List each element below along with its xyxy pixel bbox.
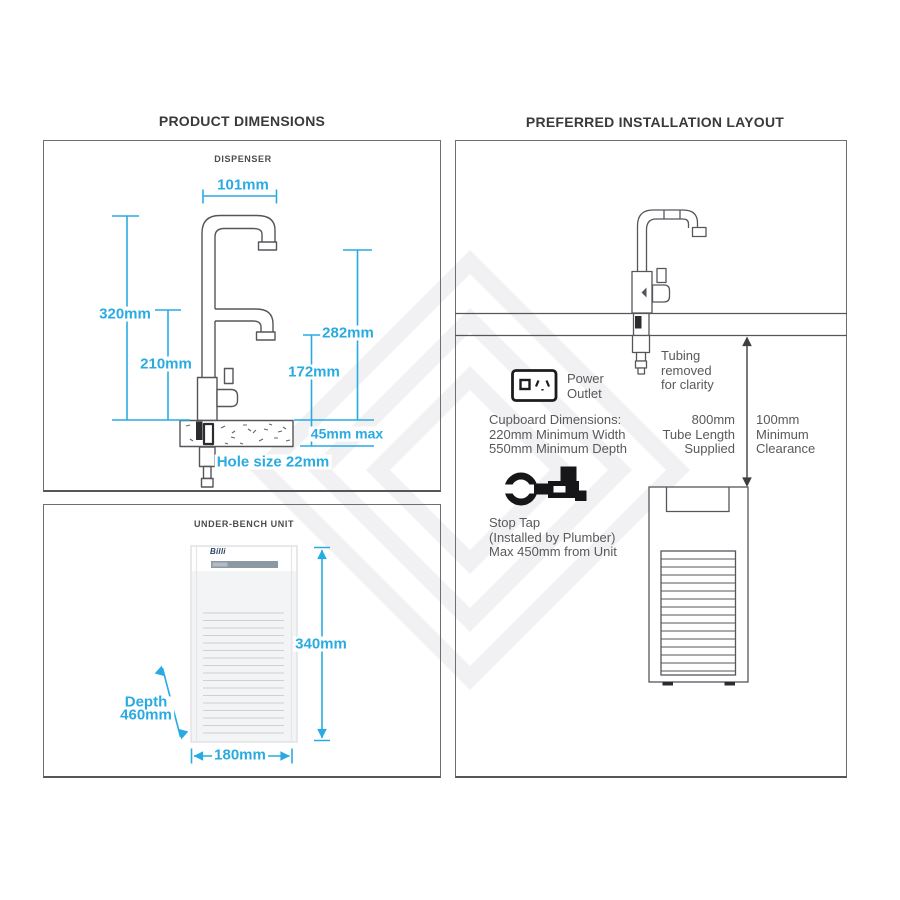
dim-unit-depth-label: Depth	[124, 693, 168, 711]
dim-overall-height: 320mm	[99, 305, 151, 323]
cupboard-note-line: 550mm Minimum Depth	[489, 441, 627, 457]
dim-lower-spout-clearance: 172mm	[288, 363, 340, 381]
cupboard-note-line: 220mm Minimum Width	[489, 426, 626, 442]
installation-bench-lines	[455, 314, 847, 336]
dim-unit-depth-value: 460mm	[120, 706, 172, 723]
clearance-note-line: Clearance	[756, 441, 816, 457]
tube-length-note-line: Tube Length	[662, 426, 735, 442]
installation-layout-title: PREFERRED INSTALLATION LAYOUT	[525, 114, 785, 130]
stop-tap-note-line: Max 450mm from Unit	[489, 544, 617, 560]
stop-tap-note-line: (Installed by Plumber)	[489, 529, 616, 545]
power-outlet-note-line: Power	[567, 371, 604, 386]
clearance-arrow	[742, 337, 752, 488]
tubing-note	[661, 349, 714, 393]
dim-upper-spout-clearance: 282mm	[322, 324, 374, 342]
dispenser-section-label: DISPENSER	[214, 154, 272, 164]
stop-tap-note-line: Stop Tap	[489, 515, 541, 530]
cupboard-note	[489, 413, 627, 457]
power-outlet-note-line: Outlet	[567, 385, 602, 401]
tube-length-note	[662, 413, 735, 457]
product-dimensions-title: PRODUCT DIMENSIONS	[158, 113, 326, 129]
tube-length-note-line: Supplied	[684, 441, 735, 457]
dispenser-tap-drawing	[180, 216, 293, 488]
dim-lower-spout-height: 210mm	[140, 355, 192, 373]
tube-length-note-line: 800mm	[691, 412, 735, 427]
dim-bench-thickness: 45mm max	[310, 425, 384, 442]
power-outlet-icon	[513, 371, 557, 401]
clearance-note-line: 100mm	[756, 412, 800, 427]
unit-brand-logo: Billi	[210, 547, 226, 556]
dim-hole-size: Hole size 22mm	[216, 453, 330, 471]
tubing-note-line: for clarity	[661, 377, 714, 393]
clearance-note-line: Minimum	[756, 426, 809, 442]
clearance-note	[756, 413, 815, 457]
dim-unit-height: 340mm	[295, 635, 347, 653]
under-bench-unit-drawing	[191, 546, 297, 742]
stop-tap-icon	[502, 467, 587, 503]
tubing-note-line: removed	[661, 362, 712, 378]
dim-unit-width: 180mm	[214, 746, 266, 764]
dim-unit-depth	[118, 693, 174, 723]
tubing-note-line: Tubing	[661, 348, 701, 363]
dim-spout-width: 101mm	[217, 176, 269, 194]
power-outlet-note	[567, 372, 604, 401]
under-bench-section-label: UNDER-BENCH UNIT	[193, 519, 295, 529]
installation-unit-drawing	[649, 487, 748, 686]
stop-tap-note	[489, 516, 617, 560]
cupboard-note-line: Cupboard Dimensions:	[489, 412, 622, 427]
